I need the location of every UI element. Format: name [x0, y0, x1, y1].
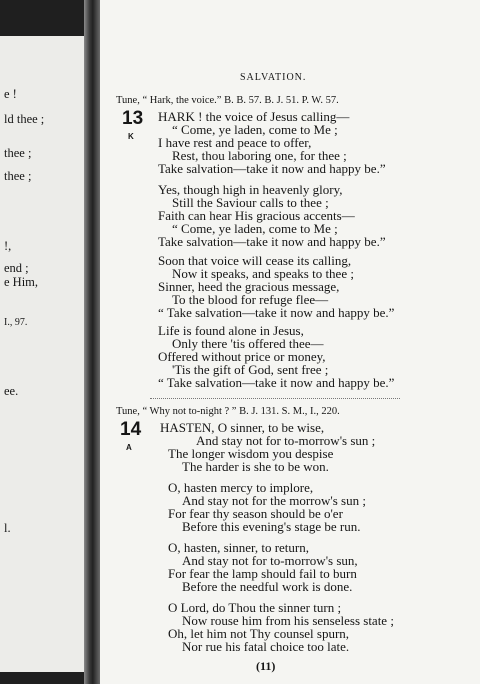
- hymn-line: HASTEN, O sinner, to be wise,: [160, 420, 325, 435]
- hymn-line: And stay not for to-morrow's sun,: [182, 553, 358, 568]
- hymn-line: Before this evening's stage be run.: [182, 519, 361, 534]
- hymn-line: For fear thy season should be o'er: [168, 506, 343, 521]
- hymn-line: For fear the lamp should fail to burn: [168, 566, 357, 581]
- hymn-line: Oh, let him not Thy counsel spurn,: [168, 626, 350, 641]
- hymn-number: 14: [120, 419, 142, 440]
- left-fragment: thee ;: [4, 169, 32, 183]
- hymn-line: Sinner, heed the gracious message,: [158, 279, 340, 294]
- left-fragment: thee ;: [4, 146, 32, 160]
- hymn-line: The longer wisdom you despise: [168, 446, 334, 461]
- hymn-number: 13: [122, 108, 144, 129]
- key-letter: A: [126, 443, 132, 452]
- left-fragment: e !: [4, 87, 17, 101]
- hymn-line: Take salvation—take it now and happy be.”: [158, 161, 386, 176]
- key-letter: K: [128, 132, 134, 141]
- left-fragment: l.: [4, 521, 11, 535]
- hymn-line: “ Take salvation—take it now and happy be.”: [158, 305, 395, 320]
- left-fragment: e Him,: [4, 275, 39, 289]
- hymn-line: Take salvation—take it now and happy be.”: [158, 234, 386, 249]
- hymn-line: HARK ! the voice of Jesus calling—: [158, 109, 350, 124]
- hymn-line: Before the needful work is done.: [182, 579, 353, 594]
- left-fragment: !,: [4, 239, 12, 253]
- tune-line: Tune, “ Hark, the voice.” B. B. 57. B. J. 51. P. W. 57.: [116, 95, 339, 106]
- hymn-line: Offered without price or money,: [158, 349, 326, 364]
- left-fragment: ee.: [4, 384, 19, 398]
- left-fragment: I., 97.: [4, 317, 28, 328]
- hymn-line: To the blood for refuge flee—: [172, 292, 329, 307]
- hymn-line: Rest, thou laboring one, for thee ;: [172, 148, 347, 163]
- divider-rule: [150, 398, 400, 399]
- left-fragment: end ;: [4, 261, 29, 275]
- hymn-line: Only there 'tis offered thee—: [172, 336, 324, 351]
- left-fragment: ld thee ;: [4, 112, 45, 126]
- hymn-line: Now it speaks, and speaks to thee ;: [172, 266, 354, 281]
- hymn-line: Nor rue his fatal choice too late.: [182, 639, 350, 654]
- hymn-line: O, hasten, sinner, to return,: [168, 540, 310, 555]
- hymn-line: The harder is she to be won.: [182, 459, 329, 474]
- hymn-line: Soon that voice will cease its calling,: [158, 253, 352, 268]
- hymn-line: “ Take salvation—take it now and happy be.”: [158, 375, 395, 390]
- page-number: (11): [256, 659, 276, 673]
- hymn-line: Now rouse him from his senseless state ;: [182, 613, 394, 628]
- hymn-line: I have rest and peace to offer,: [158, 135, 312, 150]
- hymn-line: O Lord, do Thou the sinner turn ;: [168, 600, 342, 615]
- tune-line: Tune, “ Why not to-night ? ” B. J. 131. S. M., I., 220.: [116, 406, 340, 417]
- hymn-line: “ Come, ye laden, come to Me ;: [172, 122, 338, 137]
- book-gutter: [84, 0, 100, 684]
- hymn-line: And stay not for the morrow's sun ;: [182, 493, 366, 508]
- hymn-line: O, hasten mercy to implore,: [168, 480, 314, 495]
- hymn-line: 'Tis the gift of God, sent free ;: [172, 362, 329, 377]
- left-page-edge: [0, 36, 92, 672]
- hymn-line: “ Come, ye laden, come to Me ;: [172, 221, 338, 236]
- hymn-line: Still the Saviour calls to thee ;: [172, 195, 329, 210]
- running-title: SALVATION.: [240, 72, 307, 83]
- hymn-line: Yes, though high in heavenly glory,: [158, 182, 343, 197]
- hymn-line: Faith can hear His gracious accents—: [158, 208, 355, 223]
- hymn-line: And stay not for to-morrow's sun ;: [196, 433, 376, 448]
- hymn-line: Life is found alone in Jesus,: [158, 323, 304, 338]
